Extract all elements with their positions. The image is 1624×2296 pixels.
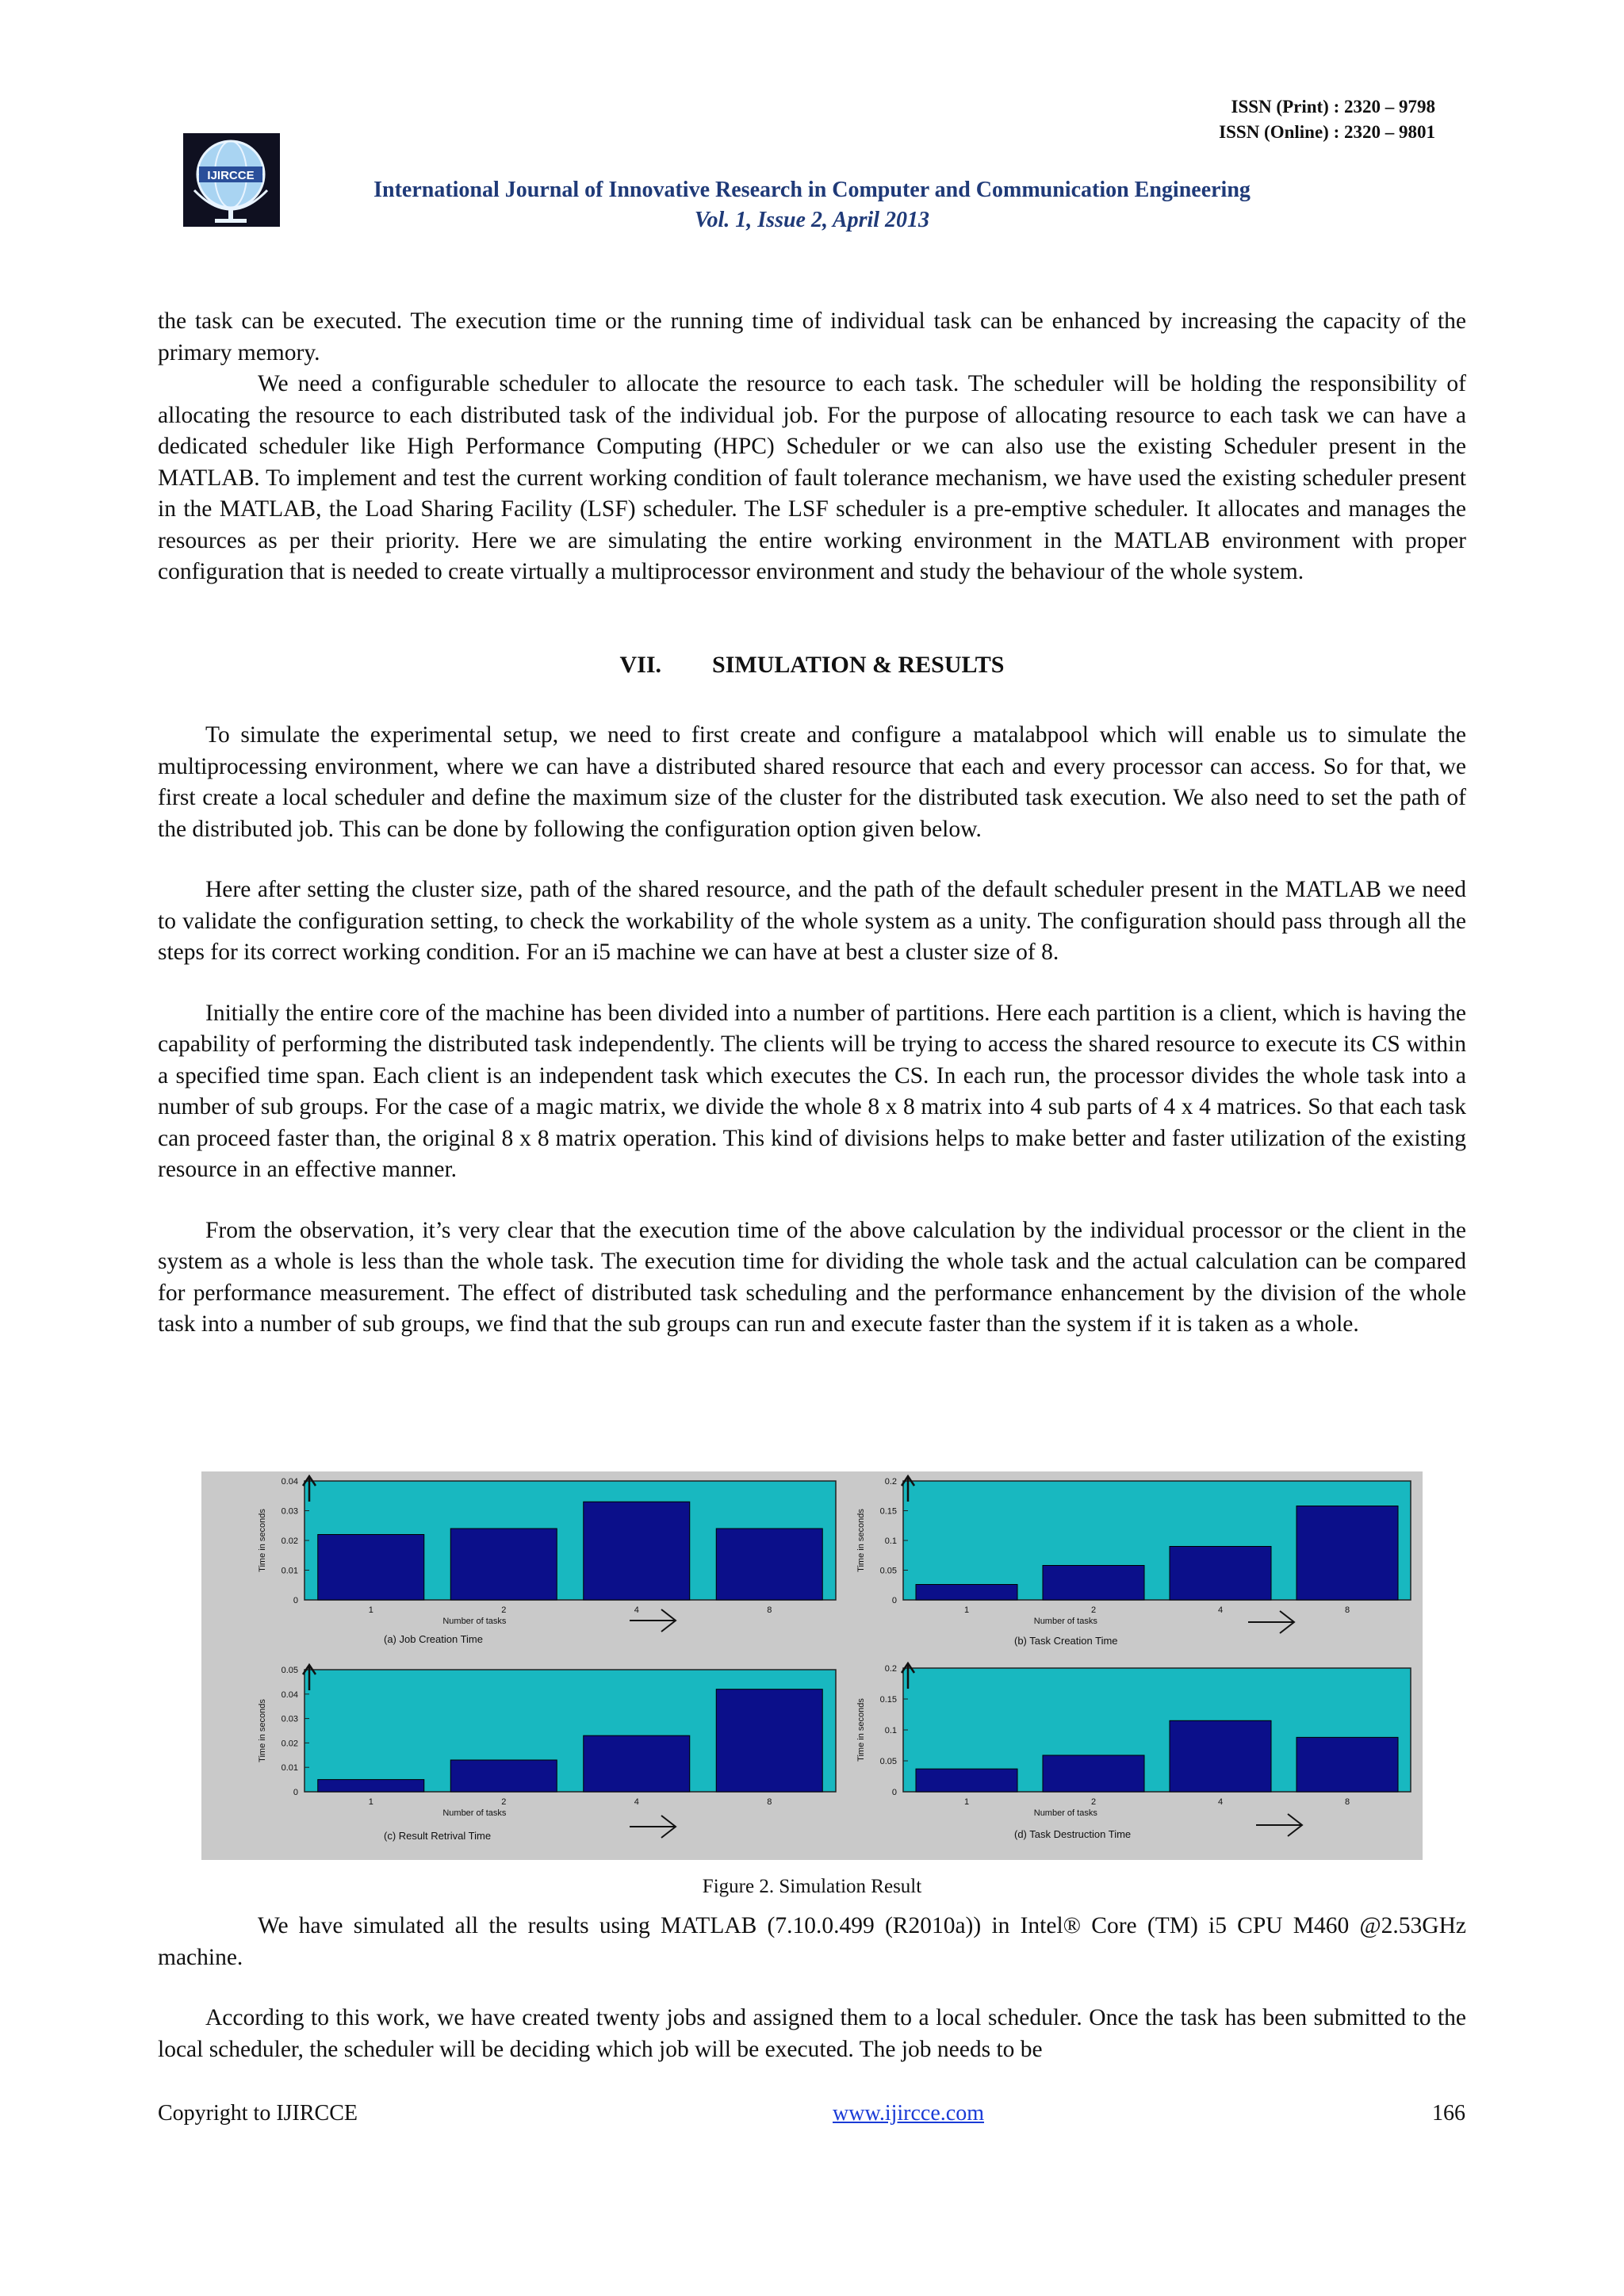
chart-job-creation-xtick-label: 2	[501, 1605, 507, 1615]
chart-task-creation-bar	[1297, 1506, 1398, 1601]
chart-result-retrival-ytick-label: 0.04	[281, 1689, 298, 1700]
chart-task-creation-caption: (b) Task Creation Time	[1014, 1635, 1118, 1647]
chart-result-retrival-xtick-label: 8	[767, 1797, 772, 1807]
chart-task-creation-xtick-label: 4	[1217, 1605, 1224, 1615]
issn-print: ISSN (Print) : 2320 – 9798	[1231, 97, 1435, 117]
chart-result-retrival-bar	[450, 1760, 557, 1792]
chart-task-destruction-xtick-label: 2	[1090, 1797, 1097, 1807]
chart-task-creation-ytick-label: 0.15	[879, 1506, 897, 1517]
chart-task-destruction-caption: (d) Task Destruction Time	[1014, 1828, 1132, 1840]
chart-task-destruction-ytick-label: 0.2	[884, 1664, 897, 1674]
chart-task-destruction-xtick-label: 8	[1344, 1797, 1350, 1807]
paragraph-4: Here after setting the cluster size, path of the shared resource, and the path of the default scheduler present in the MATLAB we need to validate the configuration setting, to check the workability of the whole system as a unity. The configuration should pass through all the steps for its correct working condition. For an i5 machine we can have at best a cluster size of 8.	[158, 877, 1466, 965]
chart-result-retrival-ytick-label: 0.05	[281, 1666, 298, 1675]
section-title: SIMULATION & RESULTS	[712, 652, 1005, 678]
footer-website-link[interactable]: www.ijircce.com	[833, 2101, 984, 2126]
chart-task-destruction-bar	[1297, 1737, 1398, 1792]
paragraph-1: the task can be executed. The execution time or the running time of individual task can be enhanced by increasing the capacity of the primary memory.	[158, 308, 1466, 365]
chart-task-destruction-xtick-label: 1	[963, 1797, 970, 1807]
chart-task-destruction-ytick-label: 0.05	[879, 1757, 897, 1766]
chart-task-creation-xtick-label: 1	[963, 1605, 970, 1615]
chart-task-destruction-bar	[916, 1769, 1017, 1792]
chart-result-retrival-bar	[318, 1780, 424, 1792]
chart-job-creation-caption: (a) Job Creation Time	[384, 1633, 483, 1645]
chart-task-creation-ytick-label: 0.05	[879, 1566, 897, 1576]
chart-job-creation-ytick-label: 0.02	[281, 1536, 298, 1546]
journal-title: International Journal of Innovative Research in Computer and Communication Engineering	[373, 178, 1251, 202]
chart-task-destruction-ytick-label: 0	[891, 1788, 897, 1797]
chart-task-destruction-xlabel: Number of tasks	[1033, 1808, 1097, 1818]
chart-result-retrival-xtick-label: 2	[501, 1797, 507, 1807]
chart-job-creation-xtick-label: 8	[767, 1605, 772, 1615]
chart-result-retrival-xtick-label: 4	[634, 1797, 639, 1807]
chart-task-destruction-x-arrow-icon	[1256, 1814, 1302, 1836]
chart-task-creation-xtick-label: 8	[1344, 1605, 1350, 1615]
chart-job-creation-xlabel: Number of tasks	[442, 1617, 507, 1626]
paragraph-7: We have simulated all the results using MATLAB (7.10.0.499 (R2010a)) in Intel® Core (TM) i5 CPU M460 @2.53GHz machine.	[158, 1913, 1466, 1970]
chart-job-creation-ytick-label: 0.04	[281, 1477, 298, 1487]
chart-result-retrival-ytick-label: 0.02	[281, 1739, 298, 1749]
chart-result-retrival-ytick-label: 0.01	[281, 1763, 298, 1774]
chart-task-creation-bar	[1043, 1566, 1144, 1601]
footer-website[interactable]	[833, 2101, 984, 2126]
chart-job-creation-bar	[318, 1535, 424, 1601]
chart-task-destruction-ylabel: Time in seconds	[856, 1698, 866, 1762]
paragraph-2: We need a configurable scheduler to allocate the resource to each task. The scheduler will be holding the responsibility of allocating the resource to each distributed task of the individual job. For the purpose of allocating resource to each task we can have a dedicated scheduler like High Performance Computing (HPC) Scheduler or we can also use the existing Scheduler present in the MATLAB. To implement and test the current working condition of fault tolerance mechanism, we have used the existing scheduler present in the MATLAB, the Load Sharing Facility (LSF) scheduler. The LSF scheduler is a pre-emptive scheduler. It allocates and manages the resources as per their priority. Here we are simulating the entire working environment in the MATLAB environment with proper configuration that is needed to create virtually a multiprocessor environment and study the behaviour of the whole system.	[158, 371, 1466, 584]
paragraph-6: From the observation, it’s very clear that the execution time of the above calculation by the individual processor or the client in the system as a whole is less than the whole task. The execution time for dividing the whole task and the actual calculation can be compared for performance measurement. The effect of distributed task scheduling and the performance enhancement by the division of the whole task into a number of sub groups, we find that the sub groups can run and execute faster than the system if it is taken as a whole.	[158, 1217, 1466, 1337]
chart-task-destruction-xtick-label: 4	[1217, 1797, 1224, 1807]
chart-task-creation-x-arrow-icon	[1248, 1611, 1294, 1633]
chart-task-destruction-ytick-label: 0.15	[879, 1695, 897, 1705]
chart-task-creation-xlabel: Number of tasks	[1033, 1617, 1097, 1626]
footer-copyright: Copyright to IJIRCCE	[158, 2101, 358, 2126]
chart-result-retrival-bar	[584, 1735, 690, 1792]
chart-task-creation-ytick-label: 0	[891, 1596, 897, 1605]
body-section-intro	[158, 306, 1466, 588]
figure-caption: Figure 2. Simulation Result	[702, 1876, 922, 1897]
chart-task-destruction-ytick-label: 0.1	[884, 1726, 897, 1735]
chart-job-creation-bar	[584, 1502, 690, 1600]
chart-task-destruction-bar	[1170, 1720, 1271, 1792]
paragraph-3: To simulate the experimental setup, we need to first create and configure a matalabpool which will enable us to simulate the multiprocessing environment, where we can have a distributed shared resource that each and every processor can access. So for that, we first create a local scheduler and define the maximum size of the cluster for the distributed task execution. We also need to set the path of the distributed job. This can be done by following the configuration option given below.	[158, 722, 1466, 842]
body-section-results	[158, 1911, 1466, 2065]
logo-text: IJIRCCE	[207, 169, 255, 182]
paragraph-8: According to this work, we have created twenty jobs and assigned them to a local scheduler. Once the task has been submitted to the local scheduler, the scheduler will be deciding which job will be executed. The job needs to be	[158, 2005, 1466, 2062]
chart-task-creation-bar	[1170, 1547, 1271, 1601]
chart-job-creation-bar	[716, 1529, 822, 1600]
chart-result-retrival-bar	[716, 1689, 822, 1792]
section-number: VII.	[619, 652, 662, 678]
chart-result-retrival-xtick-label: 1	[368, 1797, 373, 1807]
chart-result-retrival-x-arrow-icon	[630, 1816, 676, 1838]
chart-task-creation-xtick-label: 2	[1090, 1605, 1097, 1615]
chart-task-creation-ytick-label: 0.2	[884, 1477, 897, 1487]
chart-result-retrival-ytick-label: 0	[293, 1788, 298, 1797]
chart-task-destruction-bar	[1043, 1755, 1144, 1792]
figure-simulation-result	[201, 1471, 1423, 1860]
issn-online: ISSN (Online) : 2320 – 9801	[1219, 122, 1435, 142]
chart-result-retrival-ylabel: Time in seconds	[258, 1699, 267, 1762]
footer-page-number: 166	[1432, 2101, 1465, 2126]
chart-job-creation-ylabel: Time in seconds	[258, 1509, 267, 1572]
chart-result-retrival-xlabel: Number of tasks	[442, 1808, 507, 1818]
chart-task-creation-bar	[916, 1585, 1017, 1601]
chart-task-creation-ytick-label: 0.1	[884, 1536, 897, 1546]
chart-result-retrival-ytick-label: 0.03	[281, 1714, 298, 1724]
body-section-simulation	[158, 720, 1466, 1341]
chart-job-creation-ytick-label: 0.03	[281, 1506, 298, 1517]
section-heading	[0, 652, 1624, 679]
figure-charts	[201, 1471, 1423, 1860]
chart-task-creation-ylabel: Time in seconds	[856, 1509, 866, 1572]
journal-volume: Vol. 1, Issue 2, April 2013	[694, 208, 930, 232]
chart-job-creation-bar	[450, 1529, 557, 1600]
chart-job-creation-ytick-label: 0.01	[281, 1566, 298, 1576]
chart-result-retrival-caption: (c) Result Retrival Time	[384, 1830, 492, 1842]
chart-job-creation-xtick-label: 4	[634, 1605, 639, 1615]
chart-job-creation-ytick-label: 0	[293, 1596, 298, 1605]
chart-job-creation-xtick-label: 1	[368, 1605, 373, 1615]
paragraph-5: Initially the entire core of the machine has been divided into a number of partitions. Here each partition is a client, which is having the capability of performing the distributed task independently. The clients will be trying to access the shared resource to execute its CS within a specified time span. Each client is an independent task which executes the CS. In each run, the processor divides the whole task into a number of sub groups. For the case of a magic matrix, we divide the whole 8 x 8 matrix into 4 sub parts of 4 x 4 matrices. So that each task can proceed faster than, the original 8 x 8 matrix operation. This kind of divisions helps to make better and faster utilization of the existing resource in an effective manner.	[158, 1000, 1466, 1182]
